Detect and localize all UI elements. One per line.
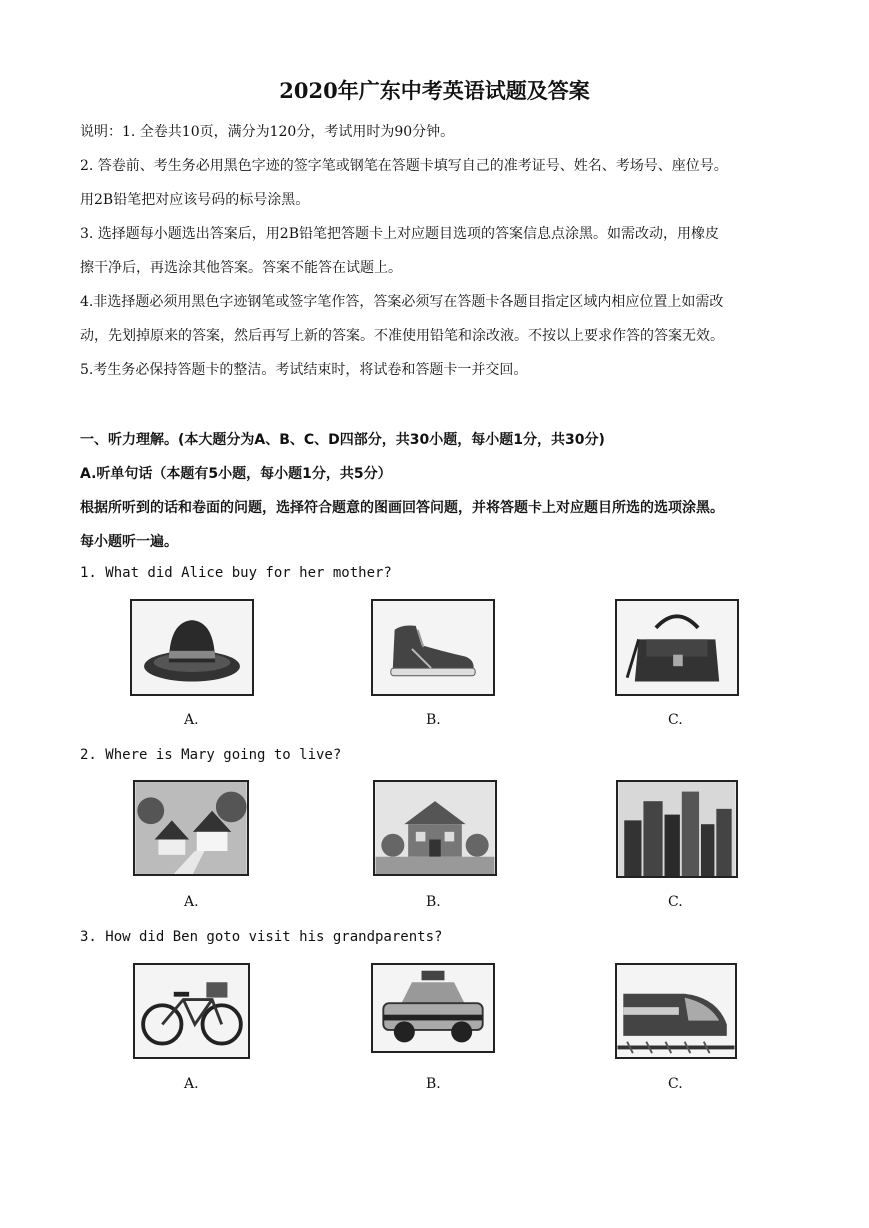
- hat-icon[interactable]: [130, 599, 254, 696]
- instruction-line: 3. 选择题每小题选出答案后，用2B铅笔把答题卡上对应题目选项的答案信息点涂黑。如需改动，用橡皮: [80, 226, 720, 242]
- instruction-line: 动，先划掉原来的答案，然后再写上新的答案。不准使用铅笔和涂改液。不按以上要求作答的答案无效。: [80, 328, 724, 344]
- taxi-icon[interactable]: [371, 963, 495, 1053]
- page-title: 2020年广东中考英语试题及答案: [279, 78, 590, 103]
- option-b[interactable]: B.: [426, 894, 441, 910]
- bicycle-icon[interactable]: [133, 963, 250, 1059]
- village-icon[interactable]: [133, 780, 249, 876]
- option-b[interactable]: B.: [426, 1076, 441, 1092]
- option-b[interactable]: B.: [426, 712, 441, 728]
- city-icon[interactable]: [616, 780, 738, 878]
- instruction-line: 2. 答卷前、考生务必用黑色字迹的签字笔或钢笔在答题卡填写自己的准考证号、姓名、考场号、座位号。: [80, 158, 728, 174]
- instruction-line: 4.非选择题必须用黑色字迹钢笔或签字笔作答，答案必须写在答题卡各题目指定区域内相应位置上如需改: [80, 294, 724, 310]
- option-c[interactable]: C.: [668, 712, 683, 728]
- train-icon[interactable]: [615, 963, 737, 1059]
- question-2: 2. Where is Mary going to live?: [80, 747, 342, 763]
- option-c[interactable]: C.: [668, 894, 683, 910]
- instruction-line: 说明：1. 全卷共10页，满分为120分，考试用时为90分钟。: [80, 124, 455, 140]
- question-3: 3. How did Ben goto visit his grandparents?: [80, 929, 443, 945]
- question-1: 1. What did Alice buy for her mother?: [80, 565, 392, 581]
- house-icon[interactable]: [373, 780, 497, 876]
- option-a[interactable]: A.: [184, 712, 199, 728]
- section-heading: 一、听力理解。(本大题分为A、B、C、D四部分，共30小题，每小题1分，共30分): [80, 432, 605, 448]
- directions: 根据所听到的话和卷面的问题，选择符合题意的图画回答问题，并将答题卡上对应题目所选的选项涂黑。: [80, 500, 724, 516]
- handbag-icon[interactable]: [615, 599, 739, 696]
- option-a[interactable]: A.: [184, 1076, 199, 1092]
- option-c[interactable]: C.: [668, 1076, 683, 1092]
- directions: 每小题听一遍。: [80, 534, 178, 550]
- sneaker-icon[interactable]: [371, 599, 495, 696]
- option-a[interactable]: A.: [184, 894, 199, 910]
- instruction-line: 用2B铅笔把对应该号码的标号涂黑。: [80, 192, 310, 208]
- instruction-line: 擦干净后，再选涂其他答案。答案不能答在试题上。: [80, 260, 402, 276]
- part-heading: A.听单句话（本题有5小题，每小题1分，共5分）: [80, 466, 392, 482]
- instruction-line: 5.考生务必保持答题卡的整洁。考试结束时，将试卷和答题卡一并交回。: [80, 362, 528, 378]
